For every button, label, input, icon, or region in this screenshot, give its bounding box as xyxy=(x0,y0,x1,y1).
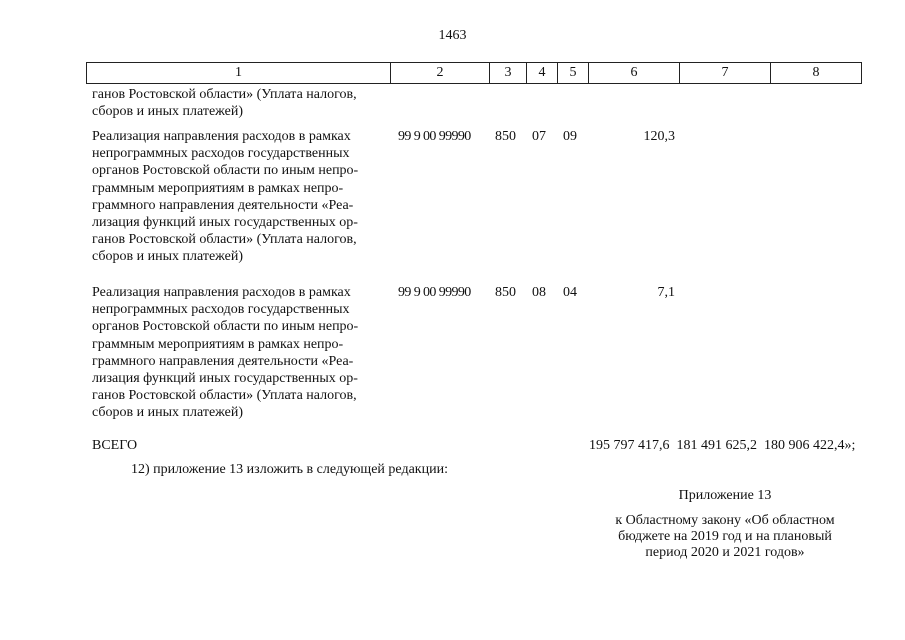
subsection-code: 04 xyxy=(563,285,577,300)
row-description xyxy=(92,128,382,266)
description-line: сборов и иных платежей) xyxy=(92,405,244,421)
column-header-4: 4 xyxy=(527,63,558,84)
description-line: непрограммных расходов государственных xyxy=(92,146,350,162)
description-line: органов Ростовской области по иным непро- xyxy=(92,163,359,179)
description-line: лизация функций иных государственных ор- xyxy=(92,371,358,387)
total-label: ВСЕГО xyxy=(92,438,138,453)
description-line: Реализация направления расходов в рамках xyxy=(92,285,351,300)
description-line: лизация функций иных государственных ор- xyxy=(92,215,358,231)
description-line: граммного направления деятельности «Реа- xyxy=(92,197,354,213)
description-line: сборов и иных платежей) xyxy=(92,104,244,120)
column-header-6: 6 xyxy=(589,63,680,84)
description-line: граммным мероприятиям в рамках непро- xyxy=(92,336,344,352)
column-header-2: 2 xyxy=(391,63,490,84)
row-description xyxy=(92,86,382,120)
amount-2019: 7,1 xyxy=(657,285,675,300)
section-code: 08 xyxy=(532,285,546,300)
appendix-line: к Областному закону «Об областном xyxy=(615,513,835,528)
column-header-table xyxy=(86,62,862,84)
section-code: 07 xyxy=(532,129,546,144)
column-header-5: 5 xyxy=(558,63,589,84)
page-number: 1463 xyxy=(438,28,467,43)
row-description xyxy=(92,284,382,422)
target-code: 99 9 00 99990 xyxy=(398,285,471,300)
column-header-3: 3 xyxy=(490,63,527,84)
appendix-subtitle xyxy=(600,513,850,561)
description-line: сборов и иных платежей) xyxy=(92,249,244,265)
appendix-line: период 2020 и 2021 годов» xyxy=(645,545,805,560)
description-line: непрограммных расходов государственных xyxy=(92,302,350,318)
column-header-7: 7 xyxy=(680,63,771,84)
description-line: ганов Ростовской области» (Уплата налогов, xyxy=(92,388,357,404)
description-line: Реализация направления расходов в рамках xyxy=(92,129,351,144)
expense-type: 850 xyxy=(495,129,516,144)
description-line: ганов Ростовской области» (Уплата налогов, xyxy=(92,87,357,102)
expense-type: 850 xyxy=(495,285,516,300)
description-line: ганов Ростовской области» (Уплата налогов, xyxy=(92,232,357,248)
appendix-title: Приложение 13 xyxy=(678,488,772,503)
subsection-code: 09 xyxy=(563,129,577,144)
column-header-row xyxy=(87,63,862,84)
description-line: граммного направления деятельности «Реа- xyxy=(92,353,354,369)
column-header-8: 8 xyxy=(771,63,862,84)
amount-2019: 120,3 xyxy=(643,129,675,144)
total-values: 195 797 417,6 181 491 625,2 180 906 422,4»; xyxy=(589,438,856,453)
description-line: органов Ростовской области по иным непро- xyxy=(92,319,359,335)
target-code: 99 9 00 99990 xyxy=(398,129,471,144)
appendix-line: бюджете на 2019 год и на плановый xyxy=(618,529,832,544)
description-line: граммным мероприятиям в рамках непро- xyxy=(92,180,344,196)
column-header-1: 1 xyxy=(87,63,391,84)
amendment-instruction: 12) приложение 13 изложить в следующей редакции: xyxy=(131,462,448,477)
